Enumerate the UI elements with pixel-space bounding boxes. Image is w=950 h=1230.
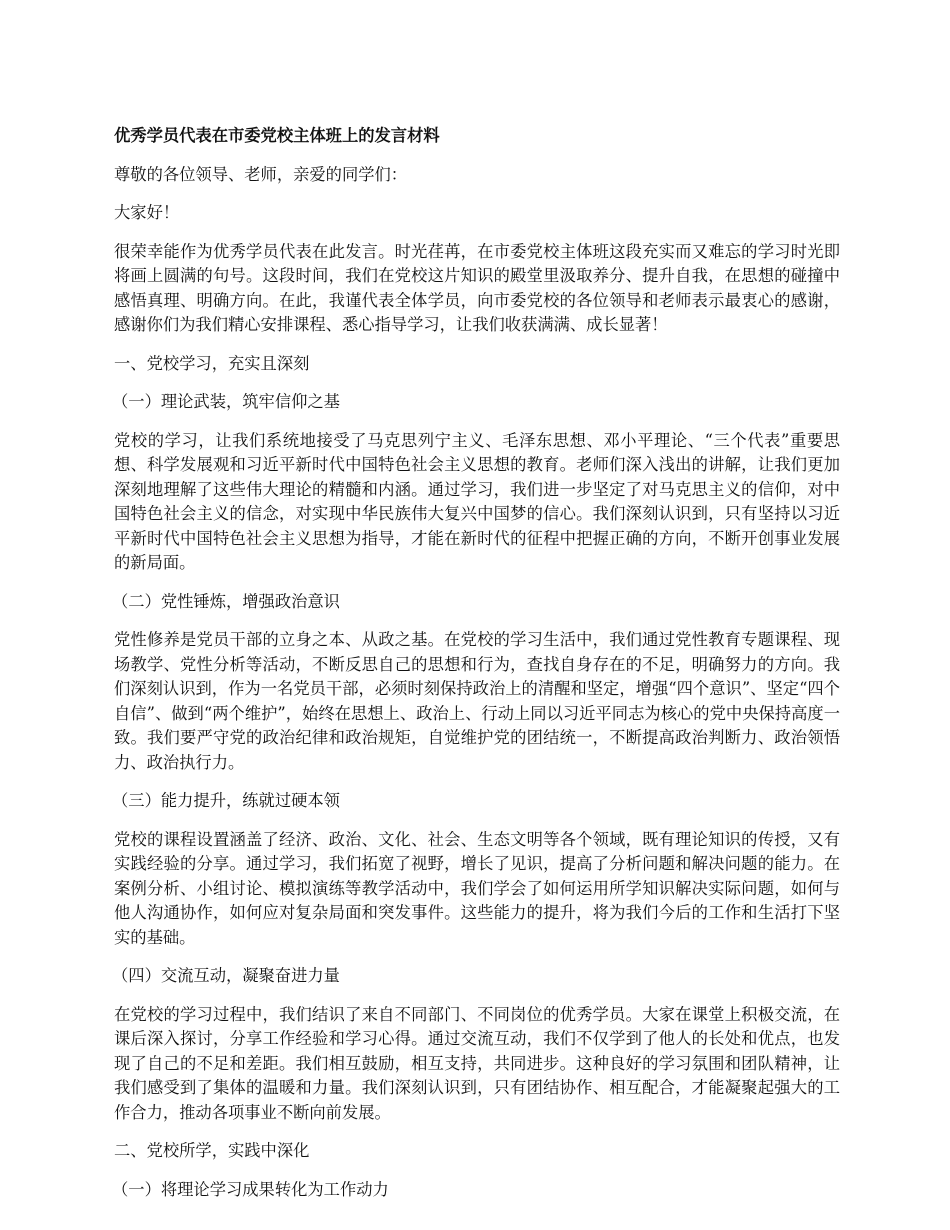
section-1-sub-2-paragraph: 党性修养是党员干部的立身之本、从政之基。在党校的学习生活中，我们通过党性教育专题课程、现场教学、党性分析等活动，不断反思自己的思想和行为，查找自身存在的不足，明确努力的方向。我们深刻认识到，作为一名党员干部，必须时刻保持政治上的清醒和坚定，增强“四个意识”、坚定“四个自信”、做到“两个维护”，始终在思想上、政治上、行动上同以习近平同志为核心的党中央保持高度一致。我们要严守党的政治纪律和政治规矩，自觉维护党的团结统一，不断提高政治判断力、政治领悟力、政治执行力。 (114, 630, 840, 772)
document-title: 优秀学员代表在市委党校主体班上的发言材料 (114, 126, 440, 145)
section-1-sub-3-paragraph: 党校的课程设置涵盖了经济、政治、文化、社会、生态文明等各个领域，既有理论知识的传授，又有实践经验的分享。通过学习，我们拓宽了视野，增长了见识，提高了分析问题和解决问题的能力。在案例分析、小组讨论、模拟演练等教学活动中，我们学会了如何运用所学知识解决实际问题，如何与他人沟通协作，如何应对复杂局面和突发事件。这些能力的提升，将为我们今后的工作和生活打下坚实的基础。 (114, 829, 840, 947)
section-1-sub-4-paragraph: 在党校的学习过程中，我们结识了来自不同部门、不同岗位的优秀学员。大家在课堂上积极交流，在课后深入探讨，分享工作经验和学习心得。通过交流互动，我们不仅学到了他人的长处和优点，也发现了自己的不足和差距。我们相互鼓励，相互支持，共同进步。这种良好的学习氛围和团队精神，让我们感受到了集体的温暖和力量。我们深刻认识到，只有团结协作、相互配合，才能凝聚起强大的工作合力，推动各项事业不断向前发展。 (114, 1004, 840, 1122)
section-1-sub-2-heading: （二）党性锤炼，增强政治意识 (112, 591, 340, 611)
section-1-heading: 一、党校学习，充实且深刻 (114, 353, 310, 373)
section-1-sub-4-heading: （四）交流互动，凝聚奋进力量 (112, 966, 340, 985)
greeting: 尊敬的各位领导、老师，亲爱的同学们： (114, 164, 408, 184)
section-1-sub-1-paragraph: 党校的学习，让我们系统地接受了马克思列宁主义、毛泽东思想、邓小平理论、“三个代表”重要思想、科学发展观和习近平新时代中国特色社会主义思想的教育。老师们深入浅出的讲解，让我们更加深刻地理解了这些伟大理论的精髓和内涵。通过学习，我们进一步坚定了对马克思主义的信仰，对中国特色社会主义的信念，对实现中华民族伟大复兴中国梦的信心。我们深刻认识到，只有坚持以习近平新时代中国特色社会主义思想为指导，才能在新时代的征程中把握正确的方向，不断开创事业发展的新局面。 (114, 430, 840, 572)
section-1-sub-1-heading: （一）理论武装，筑牢信仰之基 (112, 392, 340, 411)
section-2-heading: 二、党校所学，实践中深化 (114, 1141, 310, 1160)
hello: 大家好！ (114, 203, 180, 222)
section-2-sub-1-heading: （一）将理论学习成果转化为工作动力 (112, 1179, 389, 1199)
section-1-sub-3-heading: （三）能力提升，练就过硬本领 (112, 791, 340, 810)
document-page (114, 124, 840, 1216)
intro-paragraph: 很荣幸能作为优秀学员代表在此发言。时光荏苒，在市委党校主体班这段充实而又难忘的学习时光即将画上圆满的句号。这段时间，我们在党校这片知识的殿堂里汲取养分、提升自我，在思想的碰撞中感悟真理、明确方向。在此，我谨代表全体学员，向市委党校的各位领导和老师表示最衷心的感谢，感谢你们为我们精心安排课程、悉心指导学习，让我们收获满满、成长显著！ (114, 241, 840, 334)
